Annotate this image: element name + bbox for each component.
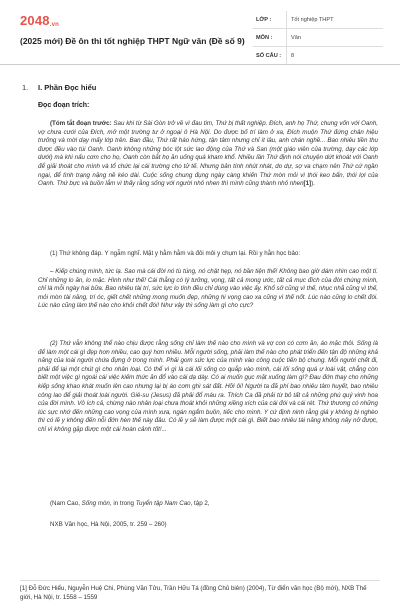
meta-row-subject (253, 29, 383, 47)
citation-volume: , tập 2, (190, 500, 210, 507)
page-header (0, 0, 400, 62)
passage-body: (2) Thứ vẫn không thể nào chịu được rằng sống chỉ làm thế nào cho mình và vợ con có cơm ăn, áo mặc thôi. Sống là để làm một cái gì đẹp hơn nhiều, cao quý hơn nhiều. Mỗi người sống, phải làm thế nào cho phát triển đến tận độ những khả năng của loài người chứa đựng ở trong mình. Phải gom sức lực của mình vào công cuộc tiến bộ chung. Mỗi người chết đi, phải để lại một chút gì cho nhân loại. Có thể vì gì là cái lối sống co quắp vào mình, cái lối sống quá ư loài vật, chẳng còn biết một việc gì ngoài cái việc kiếm thức ăn đổ vào cái dạ dày. Có ai muốn gục mặt xuống làm gì? Đau đớn thay cho những kiếp sống khao khát muốn lên cao nhưng lại bị áo cơm ghì sát đất. Hỡi ôi! Người ta đã phí bao nhiêu tâm huyết, bao nhiêu công lao để giải thoát loài người. Giê-su (Jesus) đã phải đổ máu ra. Thích Ca đã phải từ bỏ tất cả những phú quý vinh hoa của đời mình. Vô ích cả, chừng nào nhân loại chưa thoát khỏi những xiềng xích của cái đói và cái rét. Thứ thương có những lúc sực nhớ đến những cao vọng của mình xưa, ngán ngẩm buồn, tiếc cho mình. Y cứ định ninh rằng giá y không bị nghèo thì có lẽ y không đến nỗi đớn hèn thế này đâu. Có lẽ y sẽ làm được một cái gì. Biết bao nhiêu tài năng không nảy nở được, chỉ vì không gặp được một cái hoàn cảnh tốt!... (38, 340, 378, 433)
meta-row-count (253, 47, 383, 65)
meta-label: MÔN : (256, 34, 273, 41)
footnote-ref[interactable]: [1] (303, 180, 312, 188)
header-divider (0, 64, 400, 65)
footnote: [1] Đỗ Đức Hiểu, Nguyễn Huệ Chi, Phùng Văn Tửu, Trần Hữu Tá (đồng Chủ biên) (2004), Từ điển văn học (Bộ mới), NXB Thế giới, Hà Nội, tr. 1558 – 1559 (20, 580, 380, 602)
summary-close: ). (311, 180, 315, 188)
meta-row-class (253, 11, 383, 29)
meta-label: SỐ CÂU : (256, 52, 282, 59)
site-logo[interactable] (20, 13, 59, 28)
meta-value: Tốt nghiệp THPT (286, 11, 383, 28)
meta-label: LỚP : (256, 16, 272, 23)
logo-text: 2048 (20, 13, 50, 28)
summary-lead: (Tóm tắt đoạn trước: (50, 120, 112, 127)
logo-suffix: .vn (49, 22, 60, 28)
citation-collection: Tuyển tập Nam Cao (135, 500, 191, 507)
passage-paragraph-2 (38, 268, 378, 311)
citation-line-1 (38, 500, 378, 509)
citation-mid: , in trong (109, 500, 134, 507)
passage-paragraph-3 (38, 340, 378, 435)
summary-body: Sau khi từ Sài Gòn trở về vì đau tim, Thứ bị thất nghiệp. Đích, anh họ Thứ, chung vốn với Oanh, vợ chưa cưới của Đích, mở một trường tư ở ngoại ô Hà Nội. Do được bố trí làm ở xa, Đích muộn Thứ đứng chân hiệu trưởng và mời dạy mấy lớp trên. Ban đầu, Thứ rất háo hứng, tận tâm nhưng chỉ ít lâu, anh chán nghề... Bao nhiêu tiền thu được đều vào túi Oanh. Oanh không những bóc lột sức lao động của Thứ và San (một giáo viên của trường, dạy các lớp dưới) mà khi nấu cơm cho họ, Oanh còn bắt họ ăn uống quá kham khổ. Nhiều lần Thứ định nói chuyện dứt khoát với Oanh để giải thoát cho mình và tổ chức lại cái trường cho tử tế. Nhưng bản tính nhút nhát, do dự, sợ va chạm nên Thứ cứ ngần ngại, để tình trạng nặng nề kéo dài. Cuộc sống chung đụng ngày càng khiến Thứ mòn mỏi vì thói keo bẩn, thói lợi của Oanh. Thứ bực và buồn lắm vì thấy rằng sống với người nhỏ nhen thì mình cũng thành nhỏ nhen (38, 120, 378, 188)
question-number: 1. (22, 83, 29, 92)
summary-paragraph (38, 120, 378, 189)
passage-dialogue: – Kiếp chúng mình, tức lạ. Sao mà cái đời nó tù túng, nó chật hẹp, nó bần tiện thế! Không bao giờ dám nhìn cao một tí. Chỉ những lo ăn, lo mặc. Hình như thế! Cái thằng có lý tưởng, vọng, tất cả mong ước, tất cả mục đích của đời chúng mình, chỉ là mỗi ngày hai bữa. Bao nhiêu tài trí, sức lực lo tính đều chỉ dùng vào việc ấy. Khổ sở cũng vì thế, nhục nhã cũng vì thế, mỏi mòn tài năng, trí óc, giết chết những mong muốn đẹp, những hi vọng cao xa cũng vì thế nốt. Lúc nào cũng lo chết đói. Lúc nào cũng làm thế nào cho khỏi chết đói! Như vậy thì sống làm gì cho cực? (38, 268, 378, 310)
citation-line-2: NXB Văn học, Hà Nội, 2005, tr. 259 – 260) (50, 521, 167, 528)
passage-paragraph-1: (1) Thứ không đáp. Y ngẫm nghĩ. Mặt y hằm hằm và đôi môi y chụm lại. Rồi y hằn học bảo: (50, 250, 301, 257)
citation-author: (Nam Cao, (50, 500, 80, 507)
document-title: (2025 mới) Đề ôn thi tốt nghiệp THPT Ngữ văn (Đề số 9) (20, 36, 245, 46)
citation-book: Sống mòn (81, 500, 110, 507)
section-title: I. Phần Đọc hiểu (38, 83, 97, 92)
section-subtitle: Đọc đoạn trích: (38, 102, 90, 109)
meta-value: Văn (286, 29, 383, 46)
meta-table (253, 11, 383, 65)
meta-value: 8 (286, 47, 383, 64)
